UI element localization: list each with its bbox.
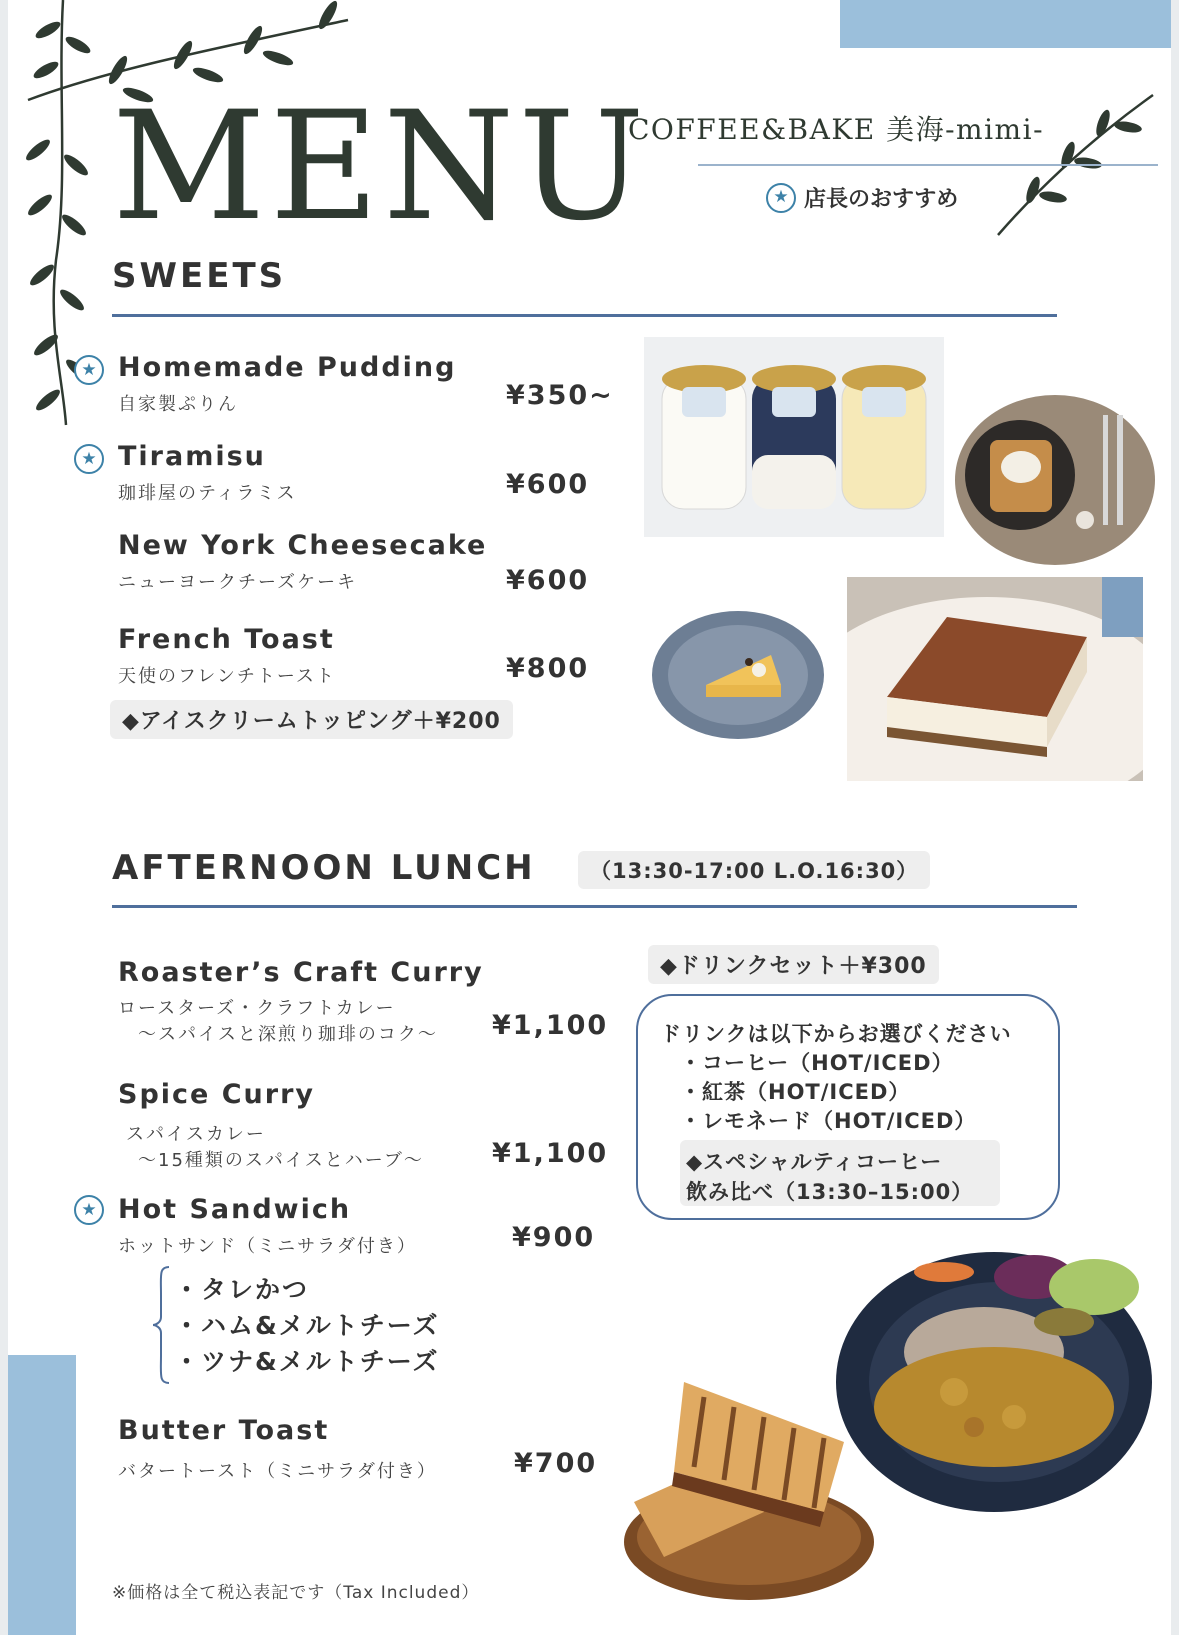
menu-item-jp-subtitle: 〜15種類のスパイスとハーブ〜 bbox=[138, 1150, 424, 1171]
menu-item-jp: ホットサンド（ミニサラダ付き） bbox=[118, 1236, 417, 1257]
menu-item-jp: バタートースト（ミニサラダ付き） bbox=[118, 1461, 437, 1482]
shop-brand-name: COFFEE&BAKE 美海-mimi- bbox=[628, 113, 1045, 146]
menu-item-name: Spice Curry bbox=[118, 1079, 316, 1110]
menu-item-price: ¥1,100 bbox=[492, 1138, 609, 1169]
pudding-jars-photo bbox=[644, 337, 944, 537]
star-icon: ★ bbox=[766, 183, 796, 213]
star-icon: ★ bbox=[74, 444, 104, 474]
sweets-divider bbox=[112, 314, 1057, 317]
sandwich-option: ・タレかつ bbox=[174, 1275, 310, 1304]
menu-item-jp: ロースターズ・クラフトカレー bbox=[118, 998, 396, 1019]
lunch-hours: （13:30-17:00 L.O.16:30） bbox=[578, 851, 930, 889]
decor-blue-block-left bbox=[8, 1355, 76, 1635]
menu-item-name: Tiramisu bbox=[118, 441, 266, 472]
menu-item-jp: 珈琲屋のティラミス bbox=[118, 483, 297, 504]
star-icon: ★ bbox=[74, 1195, 104, 1225]
menu-item-price: ¥350~ bbox=[506, 380, 614, 411]
recommendation-legend bbox=[766, 182, 958, 213]
option-bracket bbox=[151, 1265, 173, 1385]
menu-item-price: ¥900 bbox=[512, 1222, 596, 1253]
cheesecake-photo bbox=[651, 610, 826, 740]
french-toast-photo bbox=[955, 395, 1155, 565]
menu-item-name: New York Cheesecake bbox=[118, 530, 488, 561]
menu-item-price: ¥600 bbox=[506, 565, 590, 596]
sweets-heading: SWEETS bbox=[112, 256, 287, 296]
sandwich-option: ・ハム&メルトチーズ bbox=[174, 1311, 440, 1340]
menu-item-jp: 天使のフレンチトースト bbox=[118, 666, 336, 687]
menu-item-jp: ニューヨークチーズケーキ bbox=[118, 572, 358, 593]
specialty-coffee-hours: 飲み比べ（13:30–15:00） bbox=[686, 1180, 974, 1204]
menu-item-name: Roaster’s Craft Curry bbox=[118, 957, 484, 988]
menu-item-price: ¥600 bbox=[506, 469, 590, 500]
menu-item-name: Butter Toast bbox=[118, 1415, 330, 1446]
topping-option: ◆アイスクリームトッピング＋¥200 bbox=[110, 700, 513, 739]
star-icon: ★ bbox=[74, 355, 104, 385]
lunch-divider bbox=[112, 905, 1077, 908]
menu-page bbox=[8, 0, 1171, 1635]
menu-item-price: ¥800 bbox=[506, 653, 590, 684]
menu-item-price: ¥700 bbox=[514, 1448, 598, 1479]
curry-plate-photo bbox=[834, 1232, 1152, 1512]
sandwich-option: ・ツナ&メルトチーズ bbox=[174, 1347, 440, 1376]
menu-item-jp: 自家製ぷりん bbox=[118, 394, 238, 415]
drink-choice: ・コーヒー（HOT/ICED） bbox=[680, 1051, 954, 1075]
drink-set-option: ◆ドリンクセット＋¥300 bbox=[648, 945, 939, 984]
menu-item-name: Homemade Pudding bbox=[118, 352, 457, 383]
tax-note: ※価格は全て税込表記です（Tax Included） bbox=[112, 1583, 480, 1603]
drink-choice: ・レモネード（HOT/ICED） bbox=[680, 1109, 977, 1133]
specialty-coffee-line: ◆スペシャルティコーヒー bbox=[686, 1150, 943, 1174]
menu-item-price: ¥1,100 bbox=[492, 1010, 609, 1041]
hot-sandwich-photo bbox=[624, 1362, 874, 1602]
recommendation-label: 店長のおすすめ bbox=[804, 187, 959, 212]
drink-choice: ・紅茶（HOT/ICED） bbox=[680, 1080, 911, 1104]
menu-title: MENU bbox=[112, 80, 649, 254]
brand-underline bbox=[698, 164, 1158, 166]
tiramisu-photo bbox=[847, 577, 1143, 781]
menu-item-jp-subtitle: 〜スパイスと深煎り珈琲のコク〜 bbox=[138, 1024, 438, 1045]
drink-box-title: ドリンクは以下からお選びください bbox=[660, 1022, 1012, 1046]
lunch-heading: AFTERNOON LUNCH bbox=[112, 848, 536, 888]
menu-item-name: Hot Sandwich bbox=[118, 1194, 352, 1225]
menu-item-name: French Toast bbox=[118, 624, 335, 655]
menu-item-jp: スパイスカレー bbox=[126, 1124, 266, 1145]
decor-blue-block-top bbox=[840, 0, 1171, 48]
